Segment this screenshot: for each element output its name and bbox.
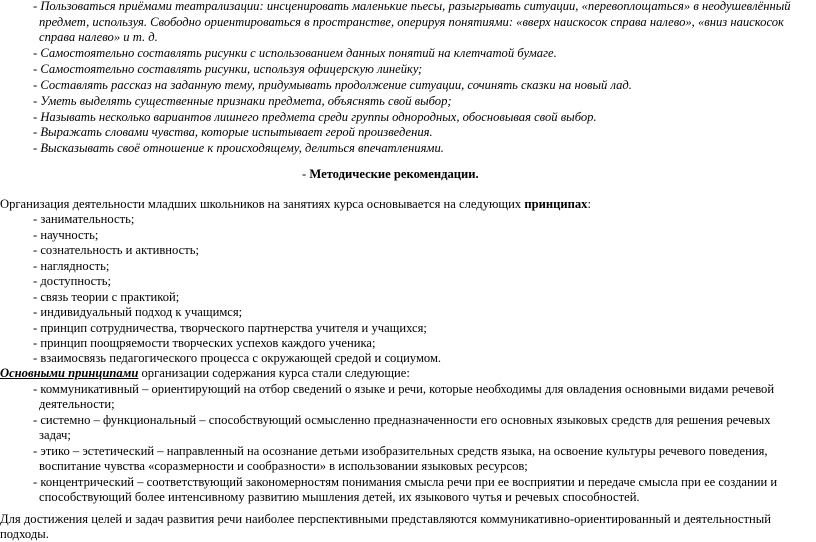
skill-line: - Самостоятельно составлять рисунки, используя офицерскую линейку; [33, 62, 423, 76]
skill-line: - Называть несколько вариантов лишнего предмета среди группы однородных, обосновывая свой выбор. [33, 110, 597, 124]
skill-line: - Уметь выделять существенные признаки предмета, объяснять свой выбор; [33, 94, 452, 108]
principle-item: - занимательность; [33, 212, 135, 226]
principle-item: - индивидуальный подход к учащимся; [33, 305, 243, 319]
lead-rest: организации содержания курса стали следующие: [138, 366, 410, 380]
content-principle-line: - этико – эстетический – направленный на осознание детьми изобразительных средств языка, на освоение культуры речевого поведения, [33, 444, 768, 458]
content-principle-line: - концентрический – соответствующий закономерностям понимания смысла речи при ее восприятии и передаче смысла при ее создании и [33, 475, 778, 489]
skill-line: - Пользоваться приёмами театрализации: инсценировать маленькие пьесы, разыгрывать ситуации, «перевоплощаться» в неодушевлённый [33, 0, 791, 13]
skill-line: предмет, используя. Свободно ориентироваться в пространстве, оперируя понятиями: «вверх наискосок справа налево», «вниз наискосок [39, 15, 784, 29]
skill-line: - Высказывать своё отношение к происходящему, делиться впечатлениями. [33, 141, 444, 155]
content-principle-line: задач; [39, 428, 71, 442]
intro-text: Организация деятельности младших школьников на занятиях курса основывается на следующих [0, 197, 525, 211]
principles-intro [0, 197, 591, 212]
section-heading [302, 167, 479, 182]
content-principle-line: - коммуникативный – ориентирующий на отбор сведений о языке и речи, которые необходимы для овладения основными видами речевой [33, 382, 775, 396]
principle-item: - научность; [33, 228, 99, 242]
skill-line: - Самостоятельно составлять рисунки с использованием данных понятий на клетчатой бумаге. [33, 46, 557, 60]
closing-paragraph-line: подходы. [0, 527, 49, 541]
content-principle-line: воспитание чувства «соразмерности и сообразности» в использовании языковых ресурсов; [39, 459, 528, 473]
closing-paragraph-line: Для достижения целей и задач развития речи наиболее перспективными представляются коммуникативно-ориентированный и деятельностный [0, 512, 771, 526]
content-principles-lead [0, 366, 410, 381]
intro-colon: : [587, 197, 591, 211]
skill-line: - Выражать словами чувства, которые испытывает герой произведения. [33, 125, 433, 139]
heading-title: Методические рекомендации. [309, 167, 479, 181]
heading-dash: - [302, 167, 310, 181]
content-principle-line: способствующий более интенсивному развитию мышления детей, их языкового чутья и речевых способностей. [39, 490, 640, 504]
lead-bold-phrase: Основными принципами [0, 366, 139, 380]
principle-item: - связь теории с практикой; [33, 290, 180, 304]
content-principle-line: - системно – функциональный – способствующий осмысленно предназначенности его основных языковых средств для решения речевых [33, 413, 771, 427]
content-principle-line: деятельности; [39, 397, 115, 411]
principle-item: - взаимосвязь педагогического процесса с окружающей средой и социумом. [33, 351, 442, 365]
principle-item: - принцип поощряемости творческих успехов каждого ученика; [33, 336, 376, 350]
skill-line: - Составлять рассказ на заданную тему, придумывать продолжение ситуации, сочинять сказки на новый лад. [33, 78, 632, 92]
skill-line: справа налево» и т. д. [39, 30, 158, 44]
principle-item: - принцип сотрудничества, творческого партнерства учителя и учащихся; [33, 321, 427, 335]
principle-item: - доступность; [33, 274, 112, 288]
intro-bold-word: принципах [524, 197, 588, 211]
principle-item: - сознательность и активность; [33, 243, 199, 257]
principle-item: - наглядность; [33, 259, 110, 273]
